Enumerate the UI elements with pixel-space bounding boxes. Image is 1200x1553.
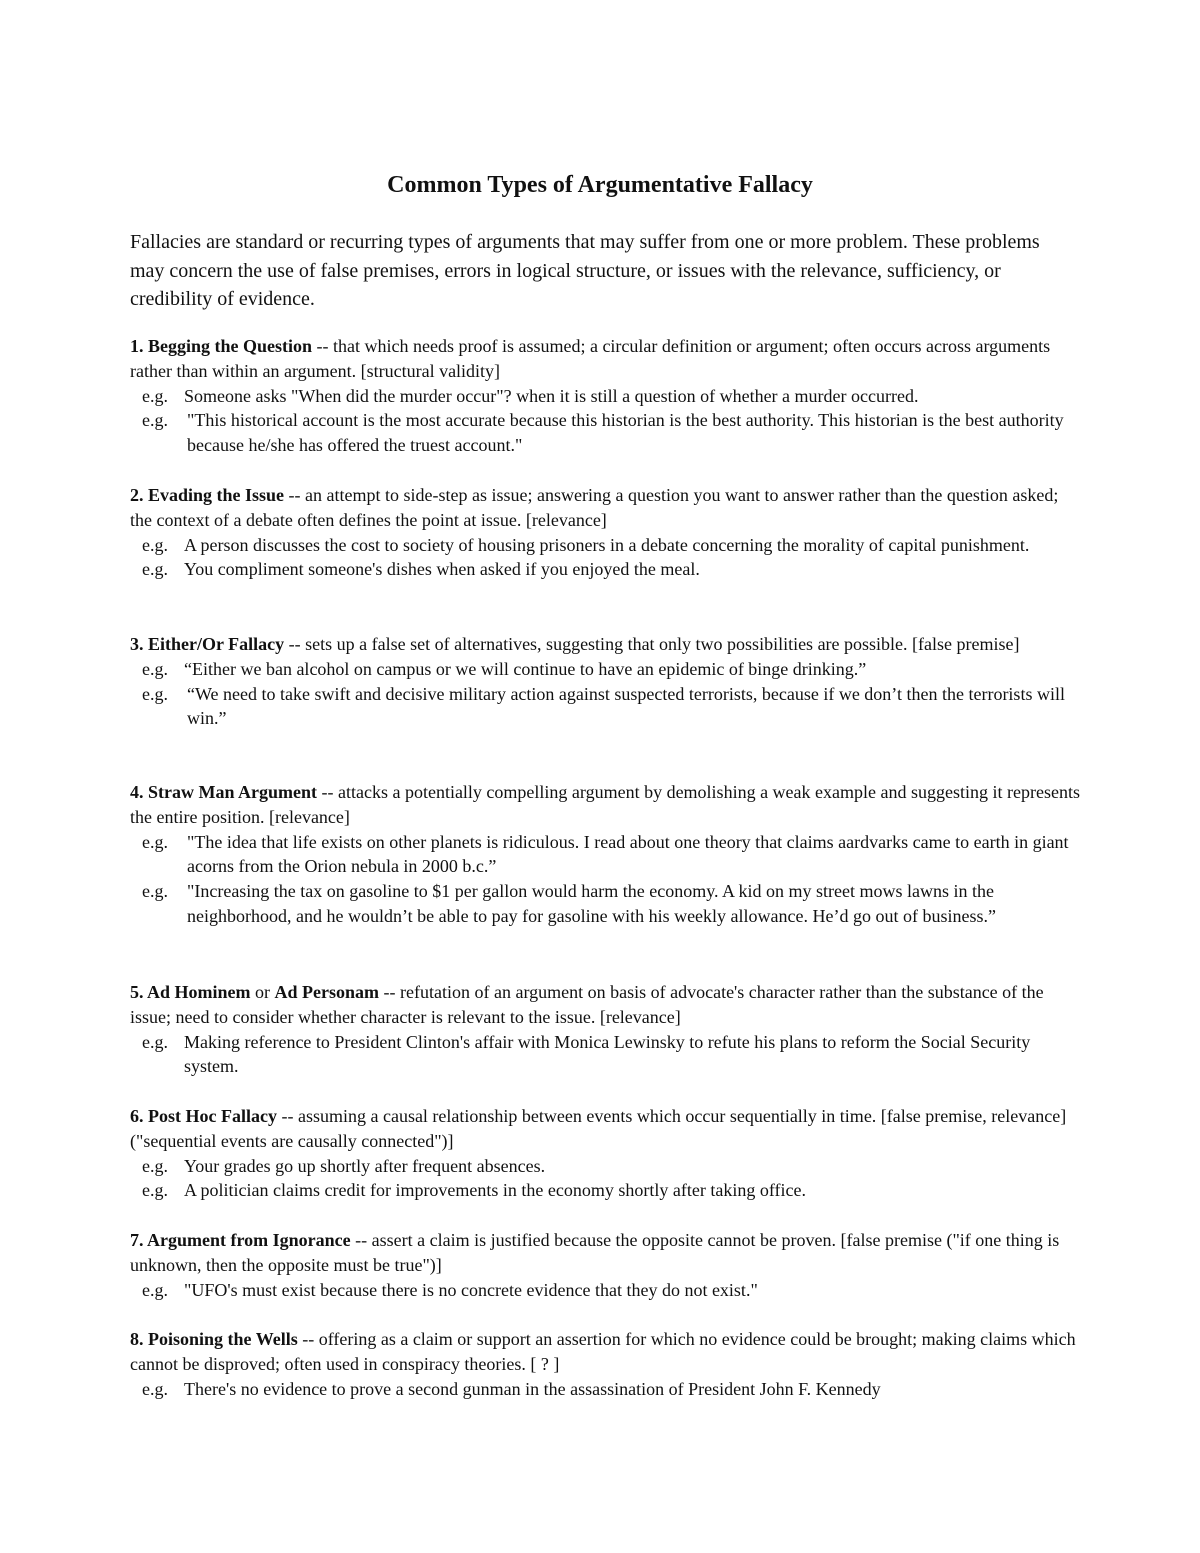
- fallacy-item-either-or: [130, 632, 1080, 731]
- example: [130, 384, 1080, 409]
- fallacy-name: Either/Or Fallacy: [148, 634, 285, 654]
- example-text: A politician claims credit for improvements in the economy shortly after taking office.: [184, 1180, 806, 1201]
- example: [130, 830, 1080, 880]
- example-label: e.g.: [142, 831, 168, 852]
- fallacy-connector: or: [250, 982, 275, 1002]
- example-label: e.g.: [142, 385, 168, 406]
- example-label: e.g.: [142, 881, 168, 902]
- example-label: e.g.: [142, 1031, 168, 1052]
- fallacy-item-poisoning-the-wells: [130, 1327, 1080, 1401]
- fallacy-description: -- assert a claim is justified because the opposite cannot be proven. [false premise ("if one thing is unknown, then the opposite must be true")]: [130, 1230, 1060, 1275]
- example-text: Making reference to President Clinton's affair with Monica Lewinsky to refute his plans to reform the Social Security system.: [184, 1031, 1031, 1077]
- example: [130, 1278, 1080, 1303]
- fallacy-number: 5.: [130, 982, 144, 1002]
- fallacy-name: Begging the Question: [148, 336, 313, 356]
- example-label: e.g.: [142, 658, 168, 679]
- fallacy-item-post-hoc: [130, 1104, 1080, 1203]
- fallacy-item-begging-the-question: [130, 334, 1080, 458]
- fallacy-definition: [130, 1104, 1080, 1154]
- fallacy-item-straw-man: [130, 780, 1080, 929]
- example-label: e.g.: [142, 1378, 168, 1399]
- fallacy-number: 1.: [130, 336, 144, 356]
- fallacy-item-argument-from-ignorance: [130, 1228, 1080, 1302]
- example-text: Your grades go up shortly after frequent absences.: [184, 1155, 546, 1176]
- example: [130, 1377, 1080, 1402]
- example-text: You compliment someone's dishes when asked if you enjoyed the meal.: [184, 559, 700, 580]
- fallacy-description: -- that which needs proof is assumed; a circular definition or argument; often occurs across arguments rather than within an argument. [structural validity]: [130, 336, 1051, 381]
- fallacy-item-evading-the-issue: [130, 483, 1080, 582]
- example-text: A person discusses the cost to society of housing prisoners in a debate concerning the morality of capital punishment.: [184, 534, 1030, 555]
- fallacy-definition: [130, 334, 1080, 384]
- fallacy-description: -- assuming a causal relationship between events which occur sequentially in time. [false premise, relevance] ("sequential events are causally connected")]: [130, 1106, 1067, 1151]
- example: [130, 408, 1080, 458]
- fallacy-name: Evading the Issue: [148, 485, 285, 505]
- fallacy-name: Argument from Ignorance: [147, 1230, 351, 1250]
- fallacy-description: -- offering as a claim or support an assertion for which no evidence could be brought; making claims which cannot be disproved; often used in conspiracy theories. [ ? ]: [130, 1329, 1076, 1374]
- example: [130, 1154, 1080, 1179]
- example-label: e.g.: [142, 1279, 168, 1300]
- fallacy-description: -- an attempt to side-step as issue; answering a question you want to answer rather than the question asked; the context of a debate often defines the point at issue. [relevance]: [130, 485, 1059, 530]
- fallacy-number: 2.: [130, 485, 144, 505]
- example-text: "The idea that life exists on other planets is ridiculous. I read about one theory that claims aardvarks came to earth in giant acorns from the Orion nebula in 2000 b.c.”: [187, 831, 1069, 877]
- fallacy-definition: [130, 980, 1080, 1030]
- example: [130, 1178, 1080, 1203]
- fallacy-name: Post Hoc Fallacy: [148, 1106, 277, 1126]
- fallacy-description: -- refutation of an argument on basis of advocate's character rather than the substance of the issue; need to consider whether character is relevant to the issue. [relevance]: [130, 982, 1044, 1027]
- fallacy-number: 8.: [130, 1329, 144, 1349]
- example: [130, 682, 1080, 732]
- example-label: e.g.: [142, 683, 168, 704]
- example: [130, 879, 1080, 929]
- fallacy-name: Ad Hominem: [147, 982, 251, 1002]
- example: [130, 557, 1080, 582]
- fallacy-number: 6.: [130, 1106, 144, 1126]
- fallacy-definition: [130, 483, 1080, 533]
- example-label: e.g.: [142, 534, 168, 555]
- fallacy-definition: [130, 780, 1080, 830]
- example-label: e.g.: [142, 559, 168, 580]
- fallacy-number: 3.: [130, 634, 144, 654]
- fallacy-description: -- sets up a false set of alternatives, suggesting that only two possibilities are possible. [false premise]: [284, 634, 1020, 654]
- fallacy-number: 4.: [130, 782, 144, 802]
- example: [130, 657, 1080, 682]
- fallacy-definition: [130, 1327, 1080, 1377]
- example-text: "This historical account is the most accurate because this historian is the best authority. This historian is the best authority because he/she has offered the truest account.": [187, 410, 1064, 456]
- fallacy-name-alt: Ad Personam: [274, 982, 380, 1002]
- example-label: e.g.: [142, 1180, 168, 1201]
- fallacy-number: 7.: [130, 1230, 144, 1250]
- intro-paragraph: Fallacies are standard or recurring types of arguments that may suffer from one or more problem. These problems may concern the use of false premises, errors in logical structure, or issues with the relevance, sufficiency, or credibility of evidence.: [130, 231, 1040, 310]
- fallacy-name: Straw Man Argument: [148, 782, 317, 802]
- example-text: There's no evidence to prove a second gunman in the assassination of President John F. Kennedy: [184, 1378, 881, 1399]
- example: [130, 1030, 1080, 1080]
- example-text: “We need to take swift and decisive military action against suspected terrorists, because if we don’t then the terrorists will win.”: [187, 683, 1065, 729]
- example: [130, 533, 1080, 558]
- fallacy-definition: [130, 1228, 1080, 1278]
- fallacy-item-ad-hominem: [130, 980, 1080, 1079]
- example-label: e.g.: [142, 410, 168, 431]
- example-text: "Increasing the tax on gasoline to $1 per gallon would harm the economy. A kid on my street mows lawns in the neighborhood, and he wouldn’t be able to pay for gasoline with his weekly allowance. He’d go out of business.”: [187, 881, 996, 926]
- page-title: Common Types of Argumentative Fallacy: [387, 172, 813, 198]
- example-text: “Either we ban alcohol on campus or we will continue to have an epidemic of binge drinking.”: [184, 658, 867, 679]
- example-label: e.g.: [142, 1155, 168, 1176]
- example-text: "UFO's must exist because there is no concrete evidence that they do not exist.": [184, 1279, 758, 1300]
- fallacy-name: Poisoning the Wells: [148, 1329, 298, 1349]
- fallacy-description: -- attacks a potentially compelling argument by demolishing a weak example and suggesting it represents the entire position. [relevance]: [130, 782, 1080, 827]
- example-text: Someone asks "When did the murder occur"? when it is still a question of whether a murder occurred.: [184, 385, 919, 406]
- fallacy-definition: [130, 632, 1080, 657]
